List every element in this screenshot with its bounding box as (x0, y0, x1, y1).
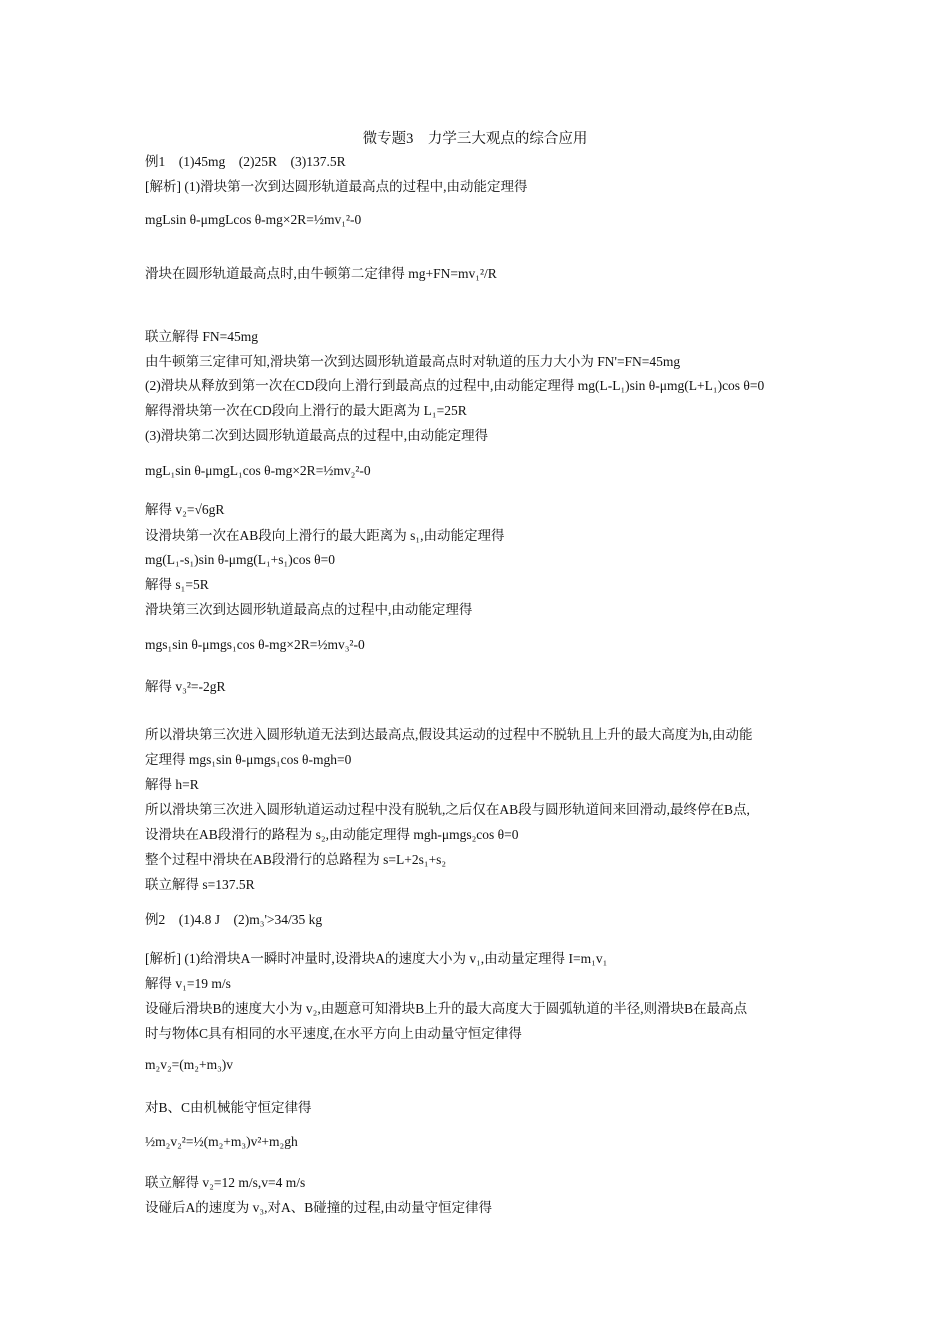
block-b-line-1: 设碰后滑块B的速度大小为 v₂,由题意可知滑块B上升的最大高度大于圆弧轨道的半径,则滑块B在最高点 (145, 1001, 748, 1016)
v3-result: 解得 v₃²=-2gR (145, 679, 226, 694)
v1-result: 解得 v₁=19 m/s (145, 976, 231, 991)
block-b-line-2: 时与物体C具有相同的水平速度,在水平方向上由动量守恒定律得 (145, 1026, 522, 1041)
v2-result: 解得 v₂=√6gR (145, 502, 225, 517)
equation-momentum: m₂v₂=(m₂+m₃)v (145, 1057, 234, 1072)
example-2-analysis: [解析] (1)给滑块A一瞬时冲量时,设滑块A的速度大小为 v₁,由动量定理得 I=m₁v₁ (145, 951, 608, 966)
height-intro-2: 定理得 mgs₁sin θ-μmgs₁cos θ-mgh=0 (145, 752, 352, 767)
height-result: 解得 h=R (145, 777, 199, 792)
equation-energy: ½m₂v₂²=½(m₂+m₃)v²+m₂gh (145, 1134, 298, 1149)
part-2-result: 解得滑块第一次在CD段向上滑行的最大距离为 L₁=25R (145, 403, 467, 418)
equation-s1: mg(L₁-s₁)sin θ-μmg(L₁+s₁)cos θ=0 (145, 552, 335, 567)
height-intro-1: 所以滑块第三次进入圆形轨道无法到达最高点,假设其运动的过程中不脱轨且上升的最大高度为h,由动能 (145, 727, 753, 742)
newton-second-law-line: 滑块在圆形轨道最高点时,由牛顿第二定律得 mg+FN=mv₁²/R (145, 266, 497, 281)
final-motion-1: 所以滑块第三次进入圆形轨道运动过程中没有脱轨,之后仅在AB段与圆形轨道间来回滑动,最终停在B点, (145, 802, 750, 817)
equation-work-energy-2: mgL₁sin θ-μmgL₁cos θ-mg×2R=½mv₂²-0 (145, 463, 371, 478)
last-line: 设碰后A的速度为 v₃,对A、B碰撞的过程,由动量守恒定律得 (145, 1200, 493, 1215)
equation-work-energy-3: mgs₁sin θ-μmgs₁cos θ-mg×2R=½mv₃²-0 (145, 637, 365, 652)
example-1-analysis: [解析] (1)滑块第一次到达圆形轨道最高点的过程中,由动能定理得 (145, 179, 528, 194)
s1-intro: 设滑块第一次在AB段向上滑行的最大距离为 s₁,由动能定理得 (145, 528, 505, 543)
example-1-answer: 例1 (1)45mg (2)25R (3)137.5R (145, 154, 346, 169)
normal-force-result: 联立解得 FN=45mg (145, 329, 258, 344)
example-1-final-answer: 联立解得 s=137.5R (145, 877, 255, 892)
example-2-answer: 例2 (1)4.8 J (2)m₃'>34/35 kg (145, 912, 323, 927)
total-path-line: 整个过程中滑块在AB段滑行的总路程为 s=L+2s₁+s₂ (145, 852, 447, 867)
part-2-line: (2)滑块从释放到第一次在CD段向上滑行到最高点的过程中,由动能定理得 mg(L-L₁)sin θ-μmg(L+L₁)cos θ=0 (145, 378, 765, 393)
s1-result: 解得 s₁=5R (145, 577, 209, 592)
solve-line: 联立解得 v₂=12 m/s,v=4 m/s (145, 1175, 306, 1190)
third-law-line: 由牛顿第三定律可知,滑块第一次到达圆形轨道最高点时对轨道的压力大小为 FN'=FN=45mg (145, 354, 681, 369)
page-title: 微专题3 力学三大观点的综合应用 (362, 131, 588, 147)
equation-work-energy-1: mgLsin θ-μmgLcos θ-mg×2R=½mv₁²-0 (145, 212, 362, 227)
part-3-intro: (3)滑块第二次到达圆形轨道最高点的过程中,由动能定理得 (145, 428, 489, 443)
energy-intro: 对B、C由机械能守恒定律得 (145, 1100, 312, 1115)
third-pass-intro: 滑块第三次到达圆形轨道最高点的过程中,由动能定理得 (145, 602, 473, 617)
final-motion-2: 设滑块在AB段滑行的路程为 s₂,由动能定理得 mgh-μmgs₂cos θ=0 (145, 827, 519, 842)
